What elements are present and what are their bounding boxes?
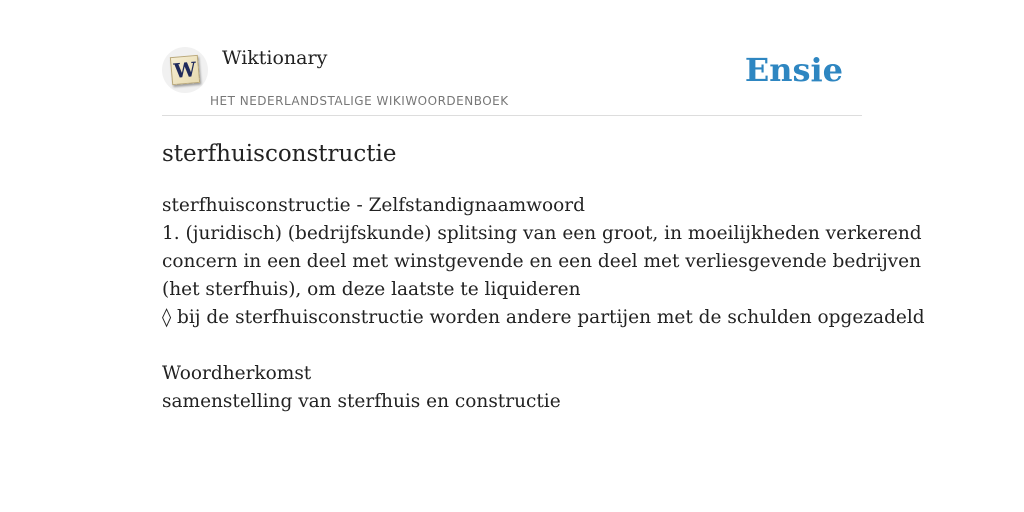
site-header xyxy=(162,0,862,116)
page xyxy=(162,0,925,512)
part-of-speech-line: sterfhuisconstructie - Zelfstandignaamwoord xyxy=(162,195,585,216)
logo-tile: W xyxy=(170,55,200,85)
entry-content xyxy=(162,192,925,416)
definition-line: 1. (juridisch) (bedrijfskunde) splitsing van een groot, in moeilijkheden verkerend xyxy=(162,223,922,244)
wiktionary-logo-icon[interactable] xyxy=(162,47,208,93)
spacer xyxy=(162,332,882,360)
definition-line: concern in een deel met winstgevende en een deel met verliesgevende bedrijven xyxy=(162,251,921,272)
site-subtitle: HET NEDERLANDSTALIGE WIKIWOORDENBOEK xyxy=(210,94,509,108)
definition-line: (het sterfhuis), om deze laatste te liquideren xyxy=(162,279,581,300)
etymology-text: samenstelling van sterfhuis en constructie xyxy=(162,391,561,412)
etymology-heading: Woordherkomst xyxy=(162,363,312,384)
site-title[interactable]: Wiktionary xyxy=(222,47,328,69)
example-sentence: ◊ bij de sterfhuisconstructie worden andere partijen met de schulden opgezadeld xyxy=(162,307,925,328)
page-title: sterfhuisconstructie xyxy=(162,141,397,167)
brand-logo[interactable]: Ensie xyxy=(744,51,843,89)
